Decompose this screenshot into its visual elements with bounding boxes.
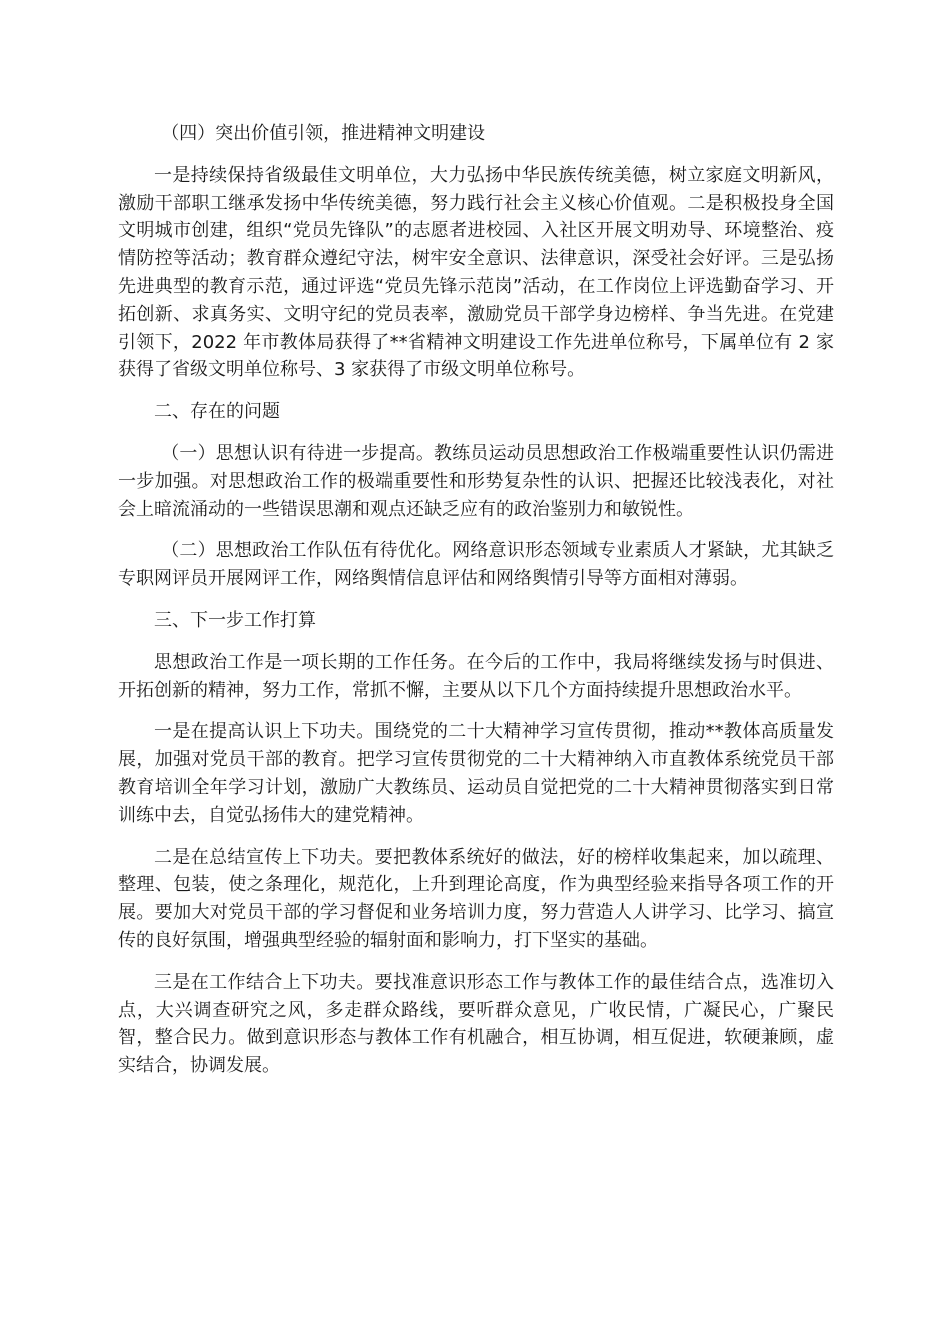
problem-2-paragraph: （二）思想政治工作队伍有待优化。网络意识形态领域专业素质人才紧缺，尤其缺乏专职网评员开展网评工作，网络舆情信息评估和网络舆情引导等方面相对薄弱。: [118, 540, 834, 590]
part-2-heading: 二、存在的问题: [154, 401, 280, 423]
part-3-heading: 三、下一步工作打算: [154, 609, 316, 631]
plan-1-paragraph: 一是在提高认识上下功夫。围绕党的二十大精神学习宣传贯彻，推动**教体高质量发展，加强对党员干部的教育。把学习宣传贯彻党的二十大精神纳入市直教体系统党员干部教育培训全年学习计划，激励广大教练员、运动员自觉把党的二十大精神贯彻落实到日常训练中去，自觉弘扬伟大的建党精神。: [118, 721, 834, 826]
document-page: [118, 120, 834, 1094]
plan-3-paragraph: 三是在工作结合上下功夫。要找准意识形态工作与教体工作的最佳结合点，选准切入点，大兴调查研究之风，多走群众路线，要听群众意见，广收民情，广凝民心，广聚民智，整合民力。做到意识形态与教体工作有机融合，相互协调，相互促进，软硬兼顾，虚实结合，协调发展。: [118, 971, 834, 1077]
section-4-body: 一是持续保持省级最佳文明单位，大力弘扬中华民族传统美德，树立家庭文明新风，激励干部职工继承发扬中华传统美德，努力践行社会主义核心价值观。二是积极投身全国文明城市创建，组织“党员先锋队”的志愿者进校园、入社区开展文明劝导、环境整治、疫情防控等活动；教育群众遵纪守法，树牢安全意识、法律意识，深受社会好评。三是弘扬先进典型的教育示范，通过评选“党员先锋示范岗”活动，在工作岗位上评选勤奋学习、开拓创新、求真务实、文明守纪的党员表率，激励党员干部学身边榜样、争当先进。在党建引领下，2022 年市教体局获得了**省精神文明建设工作先进单位称号，下属单位有 2 家获得了省级文明单位称号、3 家获得了市级文明单位称号。: [118, 164, 834, 381]
section-4-heading: （四）突出价值引领，推进精神文明建设: [161, 123, 486, 144]
problem-1-paragraph: （一）思想认识有待进一步提高。教练员运动员思想政治工作极端重要性认识仍需进一步加强。对思想政治工作的极端重要性和形势复杂性的认识、把握还比较浅表化，对社会上暗流涌动的一些错误思潮和观点还缺乏应有的政治鉴别力和敏锐性。: [118, 442, 834, 520]
plan-intro-paragraph: 思想政治工作是一项长期的工作任务。在今后的工作中，我局将继续发扬与时俱进、开拓创新的精神，努力工作，常抓不懈，主要从以下几个方面持续提升思想政治水平。: [118, 651, 834, 701]
plan-2-paragraph: 二是在总结宣传上下功夫。要把教体系统好的做法，好的榜样收集起来，加以疏理、整理、包装，使之条理化，规范化，上升到理论高度，作为典型经验来指导各项工作的开展。要加大对党员干部的学习督促和业务培训力度，努力营造人人讲学习、比学习、搞宣传的良好氛围，增强典型经验的辐射面和影响力，打下坚实的基础。: [118, 846, 834, 951]
